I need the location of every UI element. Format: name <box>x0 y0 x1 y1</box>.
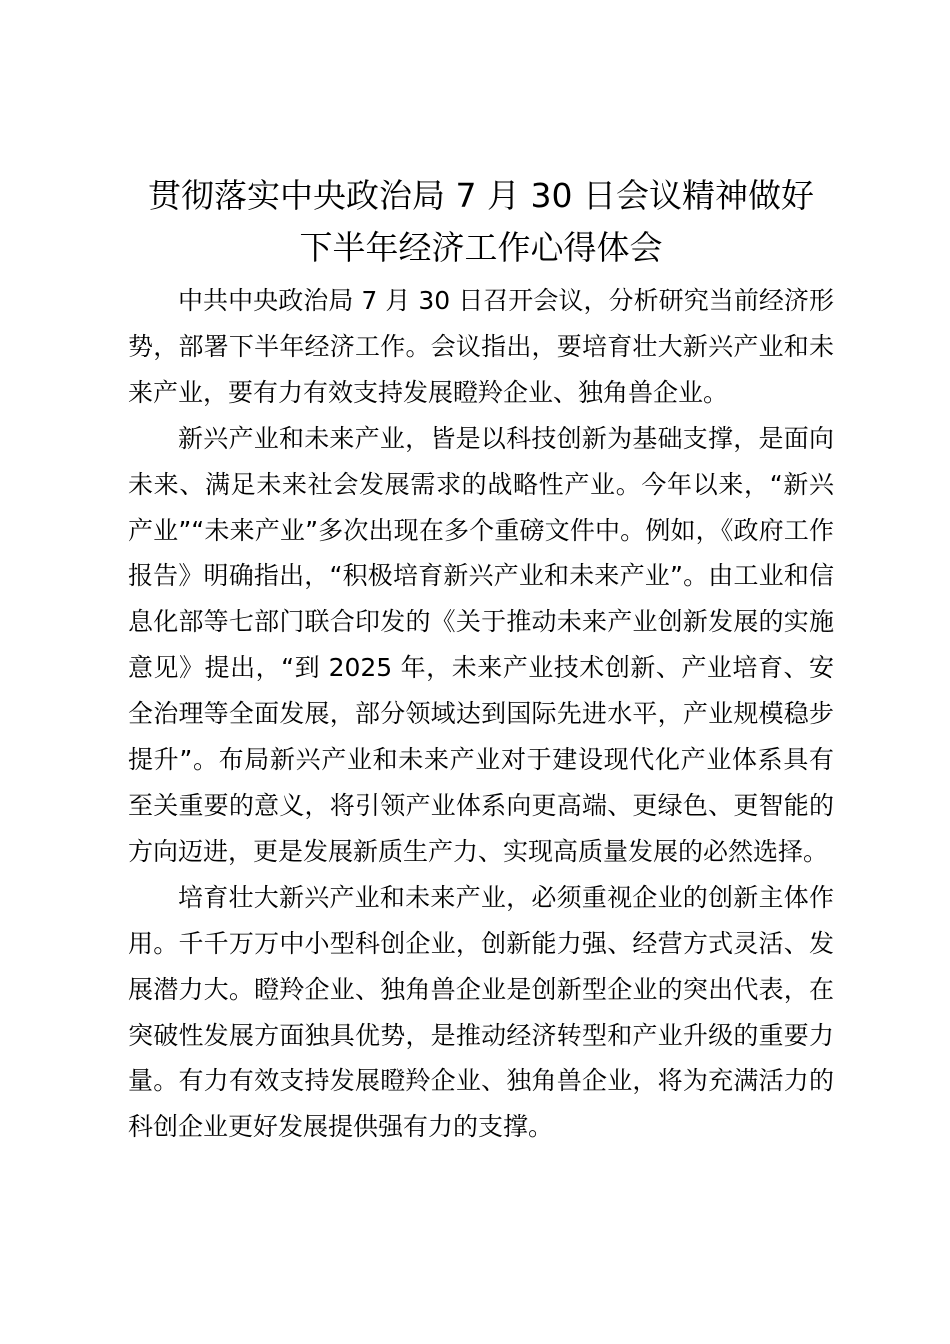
document-title <box>128 170 834 274</box>
document-page <box>128 170 834 1150</box>
paragraph-2: 新兴产业和未来产业，皆是以科技创新为基础支撑，是面向未来、满足未来社会发展需求的战略性产业。今年以来，“新兴产业”“未来产业”多次出现在多个重磅文件中。例如，《政府工作报告》明确指出，“积极培育新兴产业和未来产业”。由工业和信息化部等七部门联合印发的《关于推动未来产业创新发展的实施意见》提出，“到 2025 年，未来产业技术创新、产业培育、安全治理等全面发展，部分领域达到国际先进水平，产业规模稳步提升”。布局新兴产业和未来产业对于建设现代化产业体系具有至关重要的意义，将引领产业体系向更高端、更绿色、更智能的方向迈进，更是发展新质生产力、实现高质量发展的必然选择。 <box>128 423 834 866</box>
paragraph-3: 培育壮大新兴产业和未来产业，必须重视企业的创新主体作用。千千万万中小型科创企业，创新能力强、经营方式灵活、发展潜力大。瞪羚企业、独角兽企业是创新型企业的突出代表，在突破性发展方面独具优势，是推动经济转型和产业升级的重要力量。有力有效支持发展瞪羚企业、独角兽企业，将为充满活力的科创企业更好发展提供强有力的支撑。 <box>128 882 834 1142</box>
paragraph-1: 中共中央政治局 7 月 30 日召开会议，分析研究当前经济形势，部署下半年经济工作。会议指出，要培育壮大新兴产业和未来产业，要有力有效支持发展瞪羚企业、独角兽企业。 <box>128 286 834 407</box>
title-line-1: 贯彻落实中央政治局 7 月 30 日会议精神做好 <box>148 176 814 215</box>
document-body <box>128 278 834 1150</box>
title-line-2: 下半年经济工作心得体会 <box>299 228 663 267</box>
